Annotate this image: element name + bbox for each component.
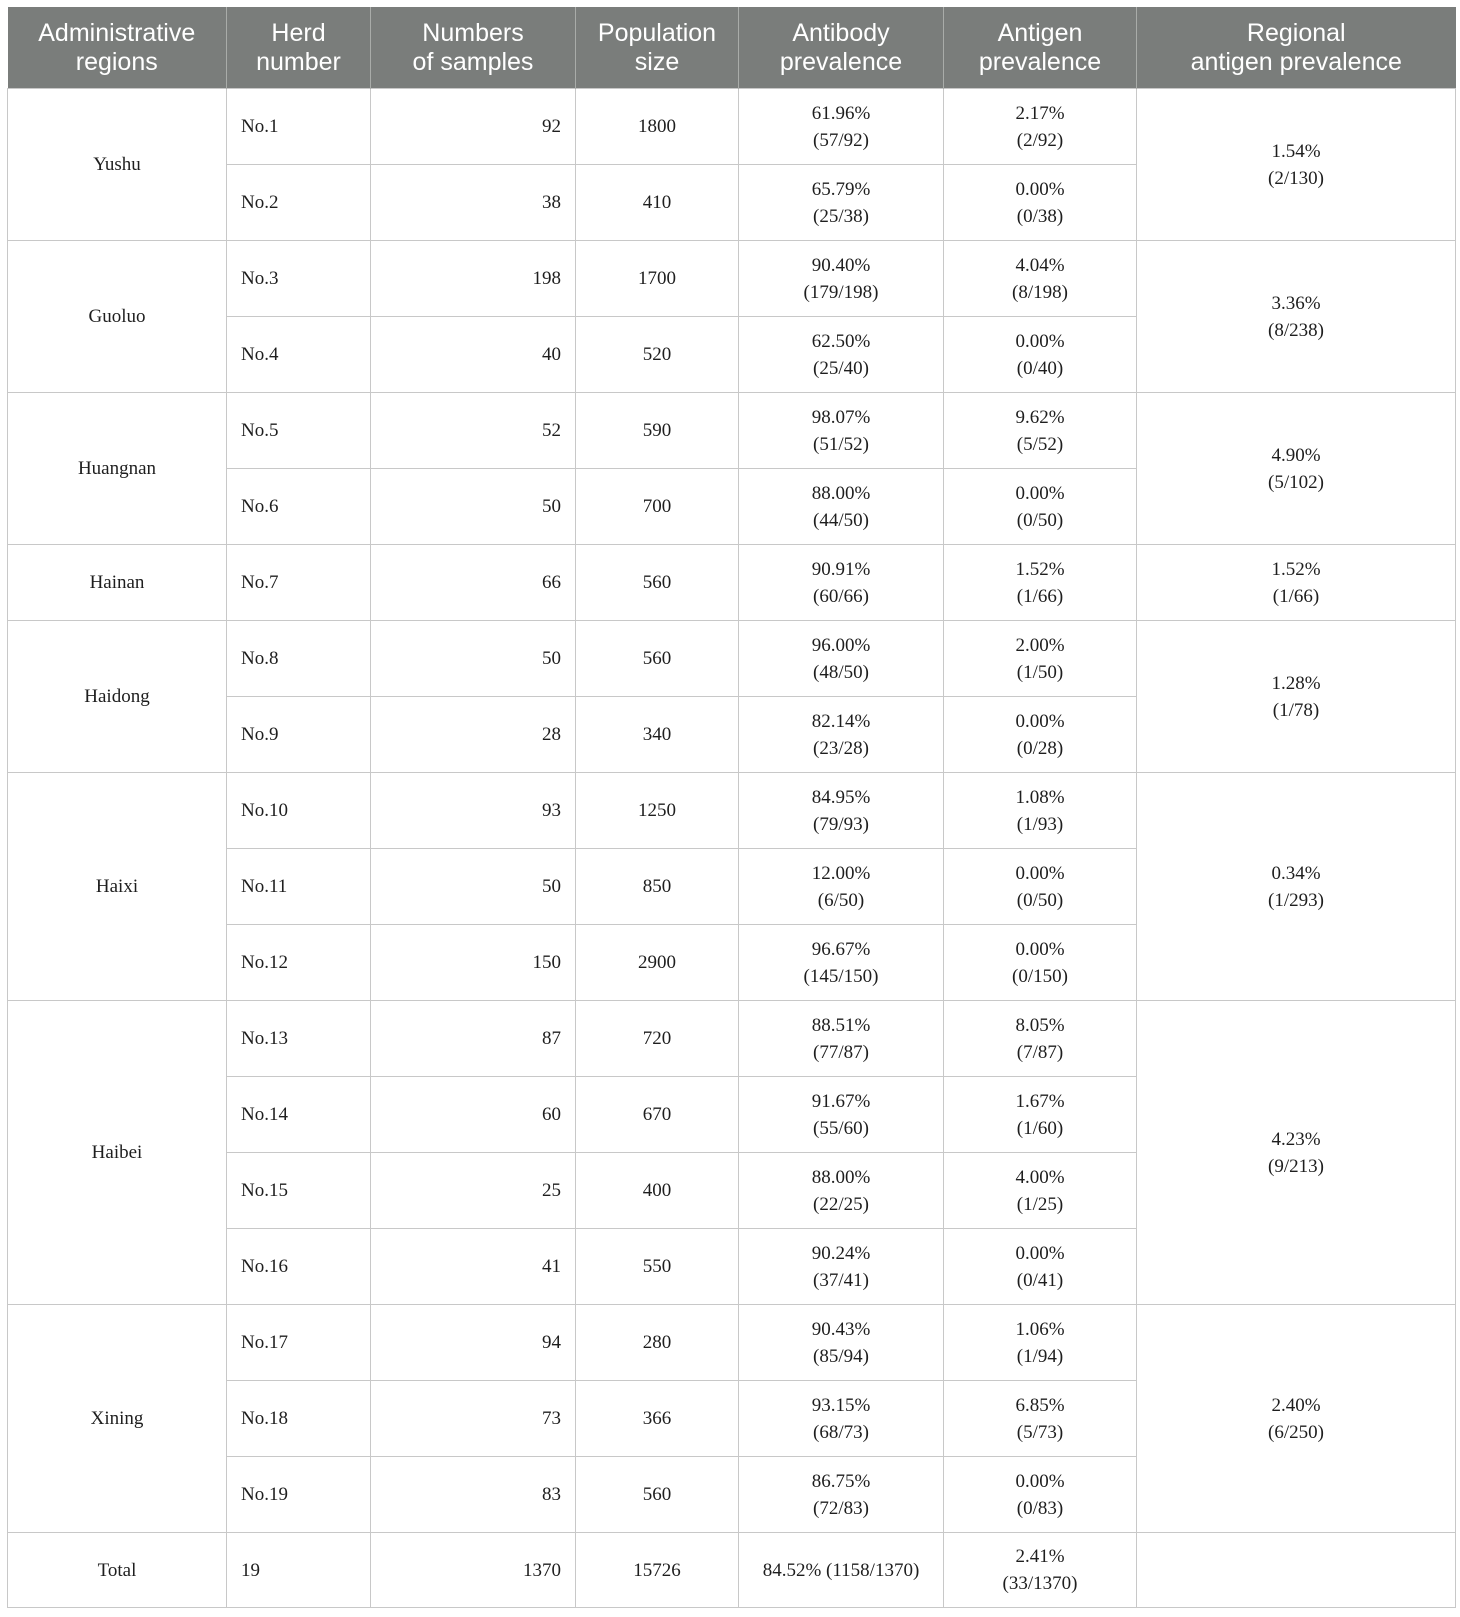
herd-number: No.7: [227, 545, 371, 621]
herd-number: No.1: [227, 89, 371, 165]
herd-number: No.8: [227, 621, 371, 697]
antibody-prevalence: 90.40% (179/198): [739, 241, 944, 317]
antibody-prevalence: 90.91% (60/66): [739, 545, 944, 621]
herd-number: No.5: [227, 393, 371, 469]
samples-count: 73: [371, 1381, 576, 1457]
antigen-prevalence: 8.05% (7/87): [944, 1001, 1137, 1077]
antibody-prevalence: 88.00% (22/25): [739, 1153, 944, 1229]
antibody-prevalence: 90.24% (37/41): [739, 1229, 944, 1305]
antibody-prevalence: 61.96% (57/92): [739, 89, 944, 165]
total-label: Total: [8, 1533, 227, 1608]
samples-count: 40: [371, 317, 576, 393]
antibody-prevalence: 91.67% (55/60): [739, 1077, 944, 1153]
herd-number: No.18: [227, 1381, 371, 1457]
total-herd-count: 19: [227, 1533, 371, 1608]
total-regional-prevalence: [1137, 1533, 1456, 1608]
antibody-prevalence: 65.79% (25/38): [739, 165, 944, 241]
table-row: [8, 545, 1456, 621]
antigen-prevalence: 2.00% (1/50): [944, 621, 1137, 697]
antigen-prevalence: 0.00% (0/150): [944, 925, 1137, 1001]
total-samples: 1370: [371, 1533, 576, 1608]
population-size: 400: [576, 1153, 739, 1229]
header-herd-number: Herd number: [227, 7, 371, 89]
samples-count: 41: [371, 1229, 576, 1305]
population-size: 340: [576, 697, 739, 773]
antigen-prevalence: 0.00% (0/83): [944, 1457, 1137, 1533]
antigen-prevalence: 0.00% (0/41): [944, 1229, 1137, 1305]
prevalence-table: [7, 7, 1456, 1608]
samples-count: 92: [371, 89, 576, 165]
antigen-prevalence: 9.62% (5/52): [944, 393, 1137, 469]
antibody-prevalence: 98.07% (51/52): [739, 393, 944, 469]
herd-number: No.13: [227, 1001, 371, 1077]
population-size: 670: [576, 1077, 739, 1153]
region-name: Xining: [8, 1305, 227, 1533]
region-name: Guoluo: [8, 241, 227, 393]
population-size: 590: [576, 393, 739, 469]
population-size: 280: [576, 1305, 739, 1381]
herd-number: No.2: [227, 165, 371, 241]
antibody-prevalence: 90.43% (85/94): [739, 1305, 944, 1381]
regional-antigen-prevalence: 0.34% (1/293): [1137, 773, 1456, 1001]
samples-count: 93: [371, 773, 576, 849]
population-size: 700: [576, 469, 739, 545]
antibody-prevalence: 86.75% (72/83): [739, 1457, 944, 1533]
antibody-prevalence: 82.14% (23/28): [739, 697, 944, 773]
samples-count: 28: [371, 697, 576, 773]
samples-count: 66: [371, 545, 576, 621]
antibody-prevalence: 96.00% (48/50): [739, 621, 944, 697]
antigen-prevalence: 0.00% (0/50): [944, 849, 1137, 925]
samples-count: 52: [371, 393, 576, 469]
herd-number: No.19: [227, 1457, 371, 1533]
antigen-prevalence: 0.00% (0/28): [944, 697, 1137, 773]
regional-antigen-prevalence: 1.28% (1/78): [1137, 621, 1456, 773]
samples-count: 50: [371, 849, 576, 925]
antigen-prevalence: 1.08% (1/93): [944, 773, 1137, 849]
herd-number: No.15: [227, 1153, 371, 1229]
antibody-prevalence: 96.67% (145/150): [739, 925, 944, 1001]
population-size: 410: [576, 165, 739, 241]
population-size: 560: [576, 545, 739, 621]
region-name: Haidong: [8, 621, 227, 773]
herd-number: No.17: [227, 1305, 371, 1381]
total-antibody-prevalence: 84.52% (1158/1370): [739, 1533, 944, 1608]
antibody-prevalence: 12.00% (6/50): [739, 849, 944, 925]
population-size: 366: [576, 1381, 739, 1457]
samples-count: 50: [371, 469, 576, 545]
antibody-prevalence: 93.15% (68/73): [739, 1381, 944, 1457]
region-name: Huangnan: [8, 393, 227, 545]
table-row: [8, 1305, 1456, 1381]
antibody-prevalence: 84.95% (79/93): [739, 773, 944, 849]
samples-count: 50: [371, 621, 576, 697]
samples-count: 38: [371, 165, 576, 241]
antibody-prevalence: 88.00% (44/50): [739, 469, 944, 545]
header-antigen-prevalence: Antigen prevalence: [944, 7, 1137, 89]
herd-number: No.3: [227, 241, 371, 317]
herd-number: No.14: [227, 1077, 371, 1153]
regional-antigen-prevalence: 1.54% (2/130): [1137, 89, 1456, 241]
herd-number: No.11: [227, 849, 371, 925]
herd-number: No.9: [227, 697, 371, 773]
samples-count: 198: [371, 241, 576, 317]
herd-number: No.4: [227, 317, 371, 393]
herd-number: No.12: [227, 925, 371, 1001]
population-size: 550: [576, 1229, 739, 1305]
antigen-prevalence: 6.85% (5/73): [944, 1381, 1137, 1457]
header-regional-antigen-prevalence: Regional antigen prevalence: [1137, 7, 1456, 89]
table-row: [8, 1001, 1456, 1077]
header-numbers-of-samples: Numbers of samples: [371, 7, 576, 89]
antigen-prevalence: 1.52% (1/66): [944, 545, 1137, 621]
samples-count: 83: [371, 1457, 576, 1533]
table-body: [8, 89, 1456, 1533]
samples-count: 94: [371, 1305, 576, 1381]
population-size: 850: [576, 849, 739, 925]
antigen-prevalence: 1.06% (1/94): [944, 1305, 1137, 1381]
antigen-prevalence: 2.17% (2/92): [944, 89, 1137, 165]
total-row: [8, 1533, 1456, 1608]
herd-number: No.10: [227, 773, 371, 849]
antibody-prevalence: 88.51% (77/87): [739, 1001, 944, 1077]
population-size: 1800: [576, 89, 739, 165]
regional-antigen-prevalence: 4.23% (9/213): [1137, 1001, 1456, 1305]
table-row: [8, 393, 1456, 469]
table-row: [8, 89, 1456, 165]
header-antibody-prevalence: Antibody prevalence: [739, 7, 944, 89]
table-row: [8, 621, 1456, 697]
samples-count: 87: [371, 1001, 576, 1077]
regional-antigen-prevalence: 4.90% (5/102): [1137, 393, 1456, 545]
regional-antigen-prevalence: 1.52% (1/66): [1137, 545, 1456, 621]
herd-number: No.16: [227, 1229, 371, 1305]
population-size: 560: [576, 621, 739, 697]
table-row: [8, 773, 1456, 849]
antibody-prevalence: 62.50% (25/40): [739, 317, 944, 393]
total-population: 15726: [576, 1533, 739, 1608]
antigen-prevalence: 1.67% (1/60): [944, 1077, 1137, 1153]
population-size: 1700: [576, 241, 739, 317]
regional-antigen-prevalence: 2.40% (6/250): [1137, 1305, 1456, 1533]
region-name: Haibei: [8, 1001, 227, 1305]
population-size: 2900: [576, 925, 739, 1001]
herd-number: No.6: [227, 469, 371, 545]
population-size: 560: [576, 1457, 739, 1533]
antigen-prevalence: 0.00% (0/38): [944, 165, 1137, 241]
population-size: 720: [576, 1001, 739, 1077]
table-container: [7, 7, 1456, 1608]
population-size: 1250: [576, 773, 739, 849]
total-antigen-prevalence: 2.41% (33/1370): [944, 1533, 1137, 1608]
samples-count: 25: [371, 1153, 576, 1229]
antigen-prevalence: 0.00% (0/50): [944, 469, 1137, 545]
population-size: 520: [576, 317, 739, 393]
header-administrative-regions: Administrative regions: [8, 7, 227, 89]
header-row: [8, 7, 1456, 89]
antigen-prevalence: 4.04% (8/198): [944, 241, 1137, 317]
region-name: Yushu: [8, 89, 227, 241]
samples-count: 60: [371, 1077, 576, 1153]
region-name: Hainan: [8, 545, 227, 621]
samples-count: 150: [371, 925, 576, 1001]
region-name: Haixi: [8, 773, 227, 1001]
antigen-prevalence: 4.00% (1/25): [944, 1153, 1137, 1229]
regional-antigen-prevalence: 3.36% (8/238): [1137, 241, 1456, 393]
table-row: [8, 241, 1456, 317]
header-population-size: Population size: [576, 7, 739, 89]
antigen-prevalence: 0.00% (0/40): [944, 317, 1137, 393]
